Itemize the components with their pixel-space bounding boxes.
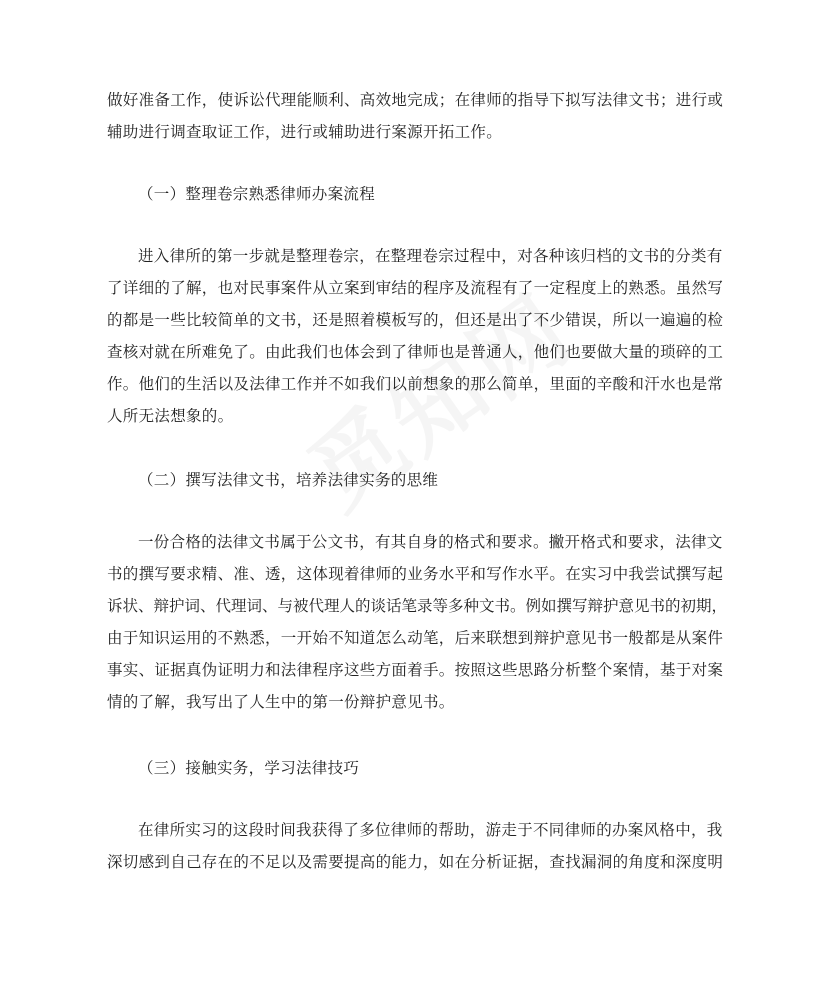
paragraph-line: 由于知识运用的不熟悉，一开始不知道怎么动笔，后来联想到辩护意见书一般都是从案件 (107, 629, 724, 647)
section-heading-1: （一）整理卷宗熟悉律师办案流程 (138, 185, 376, 203)
paragraph-line: 一份合格的法律文书属于公文书，有其自身的格式和要求。撇开格式和要求，法律文 (138, 533, 723, 551)
paragraph-line: 在律所实习的这段时间我获得了多位律师的帮助，游走于不同律师的办案风格中，我 (138, 821, 723, 839)
paragraph-line: 事实、证据真伪证明力和法律程序这些方面着手。按照这些思路分析整个案情，基于对案 (107, 661, 724, 679)
paragraph-line: 的都是一些比较简单的文书，还是照着模板写的，但还是出了不少错误，所以一遍遍的检 (107, 311, 724, 329)
paragraph-section-3 (107, 814, 727, 878)
paragraph-line: 查核对就在所难免了。由此我们也体会到了律师也是普通人，他们也要做大量的琐碎的工 (107, 343, 724, 361)
paragraph-line: 进入律所的第一步就是整理卷宗，在整理卷宗过程中，对各种该归档的文书的分类有 (138, 247, 723, 265)
paragraph-line: 了详细的了解，也对民事案件从立案到审结的程序及流程有了一定程度上的熟悉。虽然写 (107, 279, 724, 297)
paragraph-line: 书的撰写要求精、准、透，这体现着律师的业务水平和写作水平。在实习中我尝试撰写起 (107, 565, 724, 583)
section-heading-2: （二）撰写法律文书，培养法律实务的思维 (138, 471, 439, 489)
paragraph-section-2 (107, 526, 727, 718)
paragraph-line: 深切感到自己存在的不足以及需要提高的能力，如在分析证据，查找漏洞的角度和深度明 (107, 853, 724, 871)
paragraph-line: 作。他们的生活以及法律工作并不如我们以前想象的那么简单，里面的辛酸和汗水也是常 (107, 375, 724, 393)
paragraph-intro (107, 84, 727, 148)
paragraph-section-1 (107, 240, 727, 432)
paragraph-line: 做好准备工作，使诉讼代理能顺利、高效地完成；在律师的指导下拟写法律文书；进行或 (107, 91, 724, 109)
paragraph-line: 人所无法想象的。 (107, 407, 234, 425)
paragraph-line: 诉状、辩护词、代理词、与被代理人的谈话笔录等多种文书。例如撰写辩护意见书的初期， (107, 597, 728, 615)
paragraph-line: 辅助进行调查取证工作，进行或辅助进行案源开拓工作。 (107, 123, 503, 141)
paragraph-line: 情的了解，我写出了人生中的第一份辩护意见书。 (107, 693, 455, 711)
section-heading-3: （三）接触实务，学习法律技巧 (138, 759, 360, 777)
